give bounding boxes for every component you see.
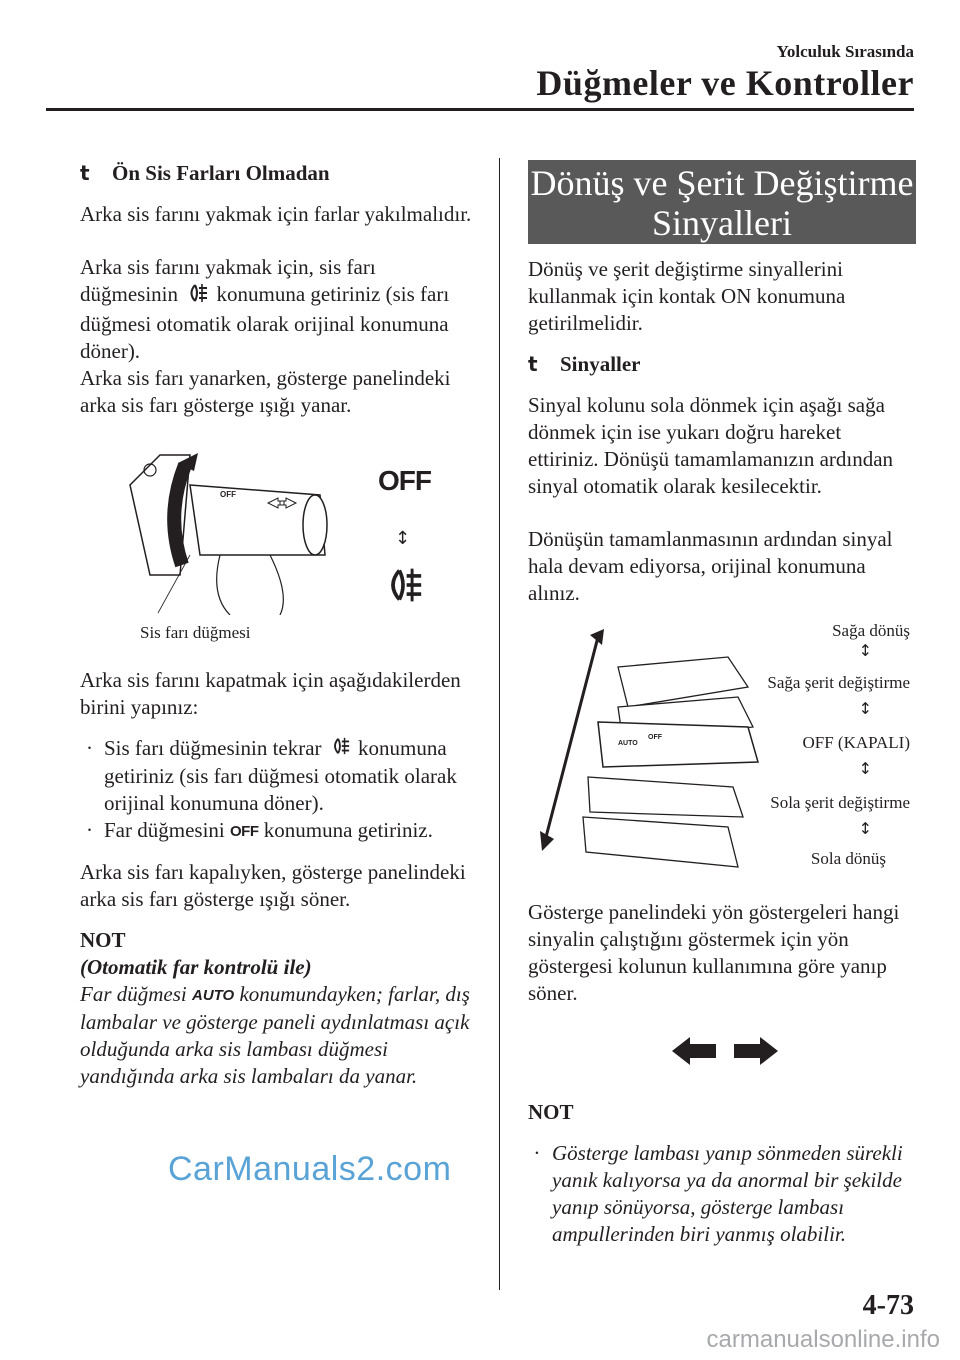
header-rule (46, 108, 914, 111)
heading-text: Sinyaller (560, 352, 641, 376)
label-off: OFF (KAPALI) (802, 733, 910, 752)
text: konumuna getiriniz (sis farı düğmesi otomatik olarak orijinal konumuna döner). (104, 735, 457, 816)
column-divider (499, 158, 500, 1290)
heading-text: Ön Sis Farları Olmadan (112, 161, 330, 185)
label-left-turn: Sola dönüş (810, 849, 886, 868)
label-left-lane-change: Sola şerit değiştirme (770, 793, 910, 812)
note-title: NOT (528, 1100, 574, 1124)
page-title: Düğmeler ve Kontroller (536, 63, 914, 103)
off-indicator: OFF (378, 464, 431, 496)
paragraph: Arka sis farı kapalıyken, gösterge panelindeki arka sis farı gösterge ışığı söner. (80, 860, 466, 912)
signal-lever-illustration (528, 627, 768, 877)
paragraph: Dönüş ve şerit değiştirme sinyallerini kullanmak için kontak ON konumuna getirilmelidir. (528, 257, 846, 335)
paragraph: Sinyal kolunu sola dönmek için aşağı sağa dönmek için ise yukarı doğru hareket ettiriniz. Dönüşü tamamlamanızın ardından sinyal otomatik olarak kesilecektir. (528, 393, 894, 498)
note-title: NOT (80, 928, 126, 953)
note-text (80, 981, 476, 1090)
arrow-up-down-icon: ↕ (395, 527, 411, 549)
text: Far düğmesi (80, 982, 187, 1007)
banner-line-2: Sinyalleri (652, 203, 792, 243)
note-text: Gösterge lambası yanıp sönmeden sürekli yanık kalıyorsa ya da anormal bir şekilde yanıp sönüyorsa, gösterge lambası ampullerinden biri yanmış olabilir. (552, 1141, 903, 1246)
svg-text:OFF: OFF (648, 734, 662, 741)
text: Sis farı düğmesinin tekrar (104, 735, 322, 760)
watermark: CarManuals2.com (168, 1150, 452, 1188)
lever-illustration (120, 445, 330, 615)
off-label: OFF (230, 823, 259, 841)
svg-text:OFF: OFF (220, 489, 236, 499)
figure-caption: Sis farı düğmesi (140, 622, 251, 642)
auto-label: AUTO (192, 987, 235, 1005)
turn-indicator-arrows-icon (670, 1035, 780, 1067)
note-subtitle: (Otomatik far kontrolü ile) (80, 955, 312, 980)
list-item: · Sis farı düğmesinin tekrar konumuna getiriniz (sis farı düğmesi otomatik olarak orijinal konumuna döner). (86, 735, 457, 816)
heading-marker: t (528, 352, 538, 376)
arrow-up-down-icon: ↕ (858, 759, 872, 778)
list-item: · Gösterge lambası yanıp sönmeden sürekli yanık kalıyorsa ya da anormal bir şekilde yanıp sönüyorsa, gösterge lambası ampullerinden biri yanmış olabilir. (534, 1141, 903, 1246)
arrow-up-down-icon: ↕ (858, 819, 872, 838)
rear-fog-icon (380, 565, 426, 605)
text: Far düğmesini (104, 818, 225, 843)
label-right-lane-change: Sağa şerit değiştirme (767, 673, 910, 692)
paragraph: Gösterge panelindeki yön göstergeleri hangi sinyalin çalıştığını göstermek için yön göstergesi kolunun kullanımına göre yanıp söner. (528, 900, 900, 1005)
label-right-turn: Sağa dönüş (832, 621, 910, 640)
page-number: 4-73 (862, 1290, 914, 1321)
turn-indicator-figure (528, 1007, 916, 1085)
text: Arka sis farını yakmak için, sis farı düğmesinin (80, 255, 376, 306)
paragraph: Arka sis farını yakmak için farlar yakılmalıdır. (80, 202, 472, 226)
banner-line-1: Dönüş ve Şerit Değiştirme (530, 163, 914, 203)
section-heading-no-fog (80, 160, 476, 187)
paragraph: Arka sis farı yanarken, gösterge panelindeki arka sis farı gösterge ışığı yanar. (80, 365, 451, 417)
footer-link[interactable]: carmanualsonline.info (706, 1326, 940, 1353)
text: konumuna getiriniz. (263, 818, 433, 843)
right-column (528, 256, 916, 1248)
fog-switch-figure (80, 433, 476, 653)
section-heading-signals (528, 351, 916, 378)
paragraph: Arka sis farını kapatmak için aşağıdakilerden birini yapınız: (80, 667, 461, 719)
section-title: Yolculuk Sırasında (776, 42, 914, 61)
heading-marker: t (80, 161, 90, 185)
text: konumuna getiriniz (sis farı düğmesi otomatik olarak orijinal konumuna döner). (80, 282, 450, 363)
list-item: · Far düğmesini OFF konumuna getiriniz. (80, 817, 476, 845)
section-banner (528, 160, 916, 244)
arrow-up-down-icon: ↕ (858, 641, 872, 660)
svg-text:AUTO: AUTO (618, 740, 638, 747)
turn-signal-figure (528, 617, 916, 885)
text: konumundayken; farlar, dış lambalar ve gösterge paneli aydınlatması açık olduğunda arka sis lambası düğmesi yandığında arka sis lambaları da yanar. (80, 982, 470, 1089)
rear-fog-icon (185, 282, 209, 311)
arrow-up-down-icon: ↕ (858, 699, 872, 718)
paragraph-fog-switch (80, 254, 476, 365)
paragraph: Dönüşün tamamlanmasının ardından sinyal hala devam ediyorsa, orijinal konumuna alınız. (528, 527, 893, 605)
left-column (80, 160, 476, 1090)
rear-fog-icon (329, 736, 351, 763)
